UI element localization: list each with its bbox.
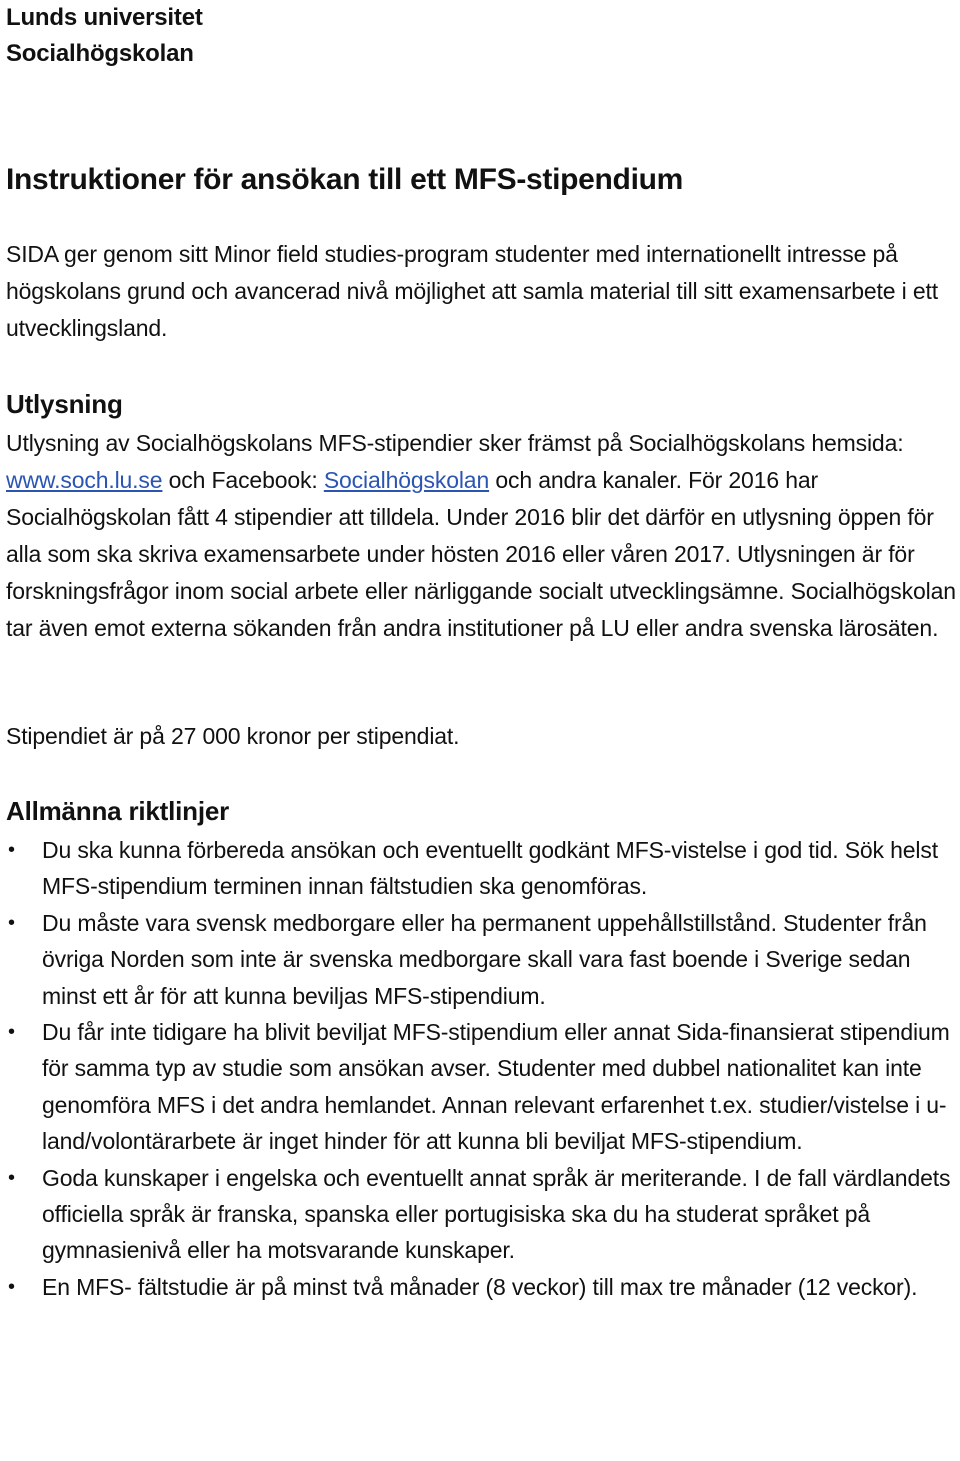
utlysning-text-start: Utlysning av Socialhögskolans MFS-stipendier sker främst på Socialhögskolans hemsida: xyxy=(6,430,904,456)
list-item-text: Du får inte tidigare ha blivit beviljat MFS-stipendium eller annat Sida-finansierat stipendium för samma typ av studie som ansökan avser. Studenter med dubbel nationalitet kan inte genomföra MFS i det andra hemlandet. Annan relevant erfarenhet t.ex. studier/vistelse i u-land/volontärarbete är inget hinder för att kunna bli beviljat MFS-stipendium. xyxy=(42,1019,950,1155)
department-name: Socialhögskolan xyxy=(6,40,194,67)
list-item xyxy=(6,832,956,905)
document-title: Instruktioner för ansökan till ett MFS-stipendium xyxy=(6,163,684,196)
stipend-amount: Stipendiet är på 27 000 kronor per stipendiat. xyxy=(6,723,460,749)
utlysning-heading: Utlysning xyxy=(6,389,123,419)
bullet-icon: • xyxy=(8,1166,15,1189)
utlysning-paragraph xyxy=(6,425,956,647)
university-name: Lunds universitet xyxy=(6,4,203,31)
bullet-icon: • xyxy=(8,839,15,861)
website-link[interactable]: www.soch.lu.se xyxy=(6,467,163,493)
list-item xyxy=(6,905,956,1014)
guidelines-heading: Allmänna riktlinjer xyxy=(6,796,230,826)
list-item-text: Goda kunskaper i engelska och eventuellt annat språk är meriterande. I de fall värdlandets officiella språk är franska, spanska eller portugisiska ska du ha studerat språket på gymnasienivå eller ha motsvarande kunskaper. xyxy=(42,1164,951,1264)
list-item-text: Du ska kunna förbereda ansökan och eventuellt godkänt MFS-vistelse i god tid. Sök helst MFS-stipendium terminen innan fältstudien ska genomföras. xyxy=(42,837,938,900)
list-item xyxy=(6,1269,956,1305)
utlysning-text-middle: och Facebook: xyxy=(162,467,324,493)
bullet-icon: • xyxy=(8,1021,15,1044)
bullet-icon: • xyxy=(8,911,15,934)
list-item xyxy=(6,1014,956,1160)
guidelines-list xyxy=(6,832,956,1305)
list-item-text: Du måste vara svensk medborgare eller ha permanent uppehållstillstånd. Studenter från övriga Norden som inte är svenska medborgare skall vara fast boende i Sverige sedan minst ett år för att kunna beviljas MFS-stipendium. xyxy=(42,909,927,1009)
document-page xyxy=(6,0,956,1300)
intro-paragraph: SIDA ger genom sitt Minor field studies-program studenter med internationellt intresse på högskolans grund och avancerad nivå möjlighet att samla material till sitt examensarbete i ett utvecklingsland. xyxy=(6,241,938,341)
list-item xyxy=(6,1160,956,1269)
bullet-icon: • xyxy=(8,1275,15,1298)
list-item-text: En MFS- fältstudie är på minst två månader (8 veckor) till max tre månader (12 veckor). xyxy=(42,1273,918,1300)
utlysning-text-end: och andra kanaler. För 2016 har Socialhögskolan fått 4 stipendier att tilldela. Under 2016 blir det därför en utlysning öppen för alla som ska skriva examensarbete under hösten 2016 eller våren 2017. Utlysningen är för forskningsfrågor inom social arbete eller närliggande socialt utvecklingsämne. Socialhögskolan tar även emot externa sökanden från andra institutioner på LU eller andra svenska lärosäten. xyxy=(6,467,956,641)
facebook-link[interactable]: Socialhögskolan xyxy=(323,467,490,493)
